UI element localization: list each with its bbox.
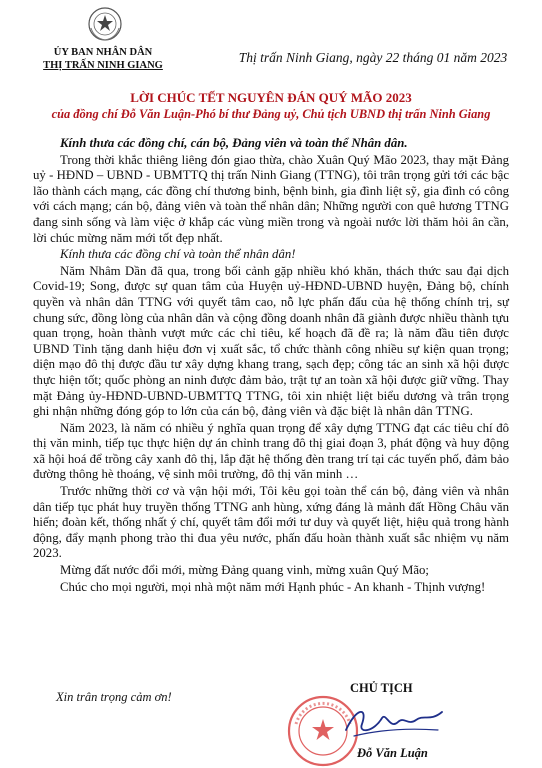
handwritten-signature-icon [338,700,448,742]
greeting-paragraph: Kính thưa các đồng chí, cán bộ, Đảng viên và toàn thể Nhân dân. [60,136,408,150]
greeting-paragraph-2: Kính thưa các đồng chí và toàn thể nhân dân! [60,247,296,262]
place-date-line: Thị trấn Ninh Giang, ngày 22 tháng 01 năm 2023 [238,50,508,65]
closing-line: Xin trân trọng cảm ơn! [56,690,172,704]
body-paragraph-3: Năm 2023, là năm có nhiều ý nghĩa quan trọng để xây dựng TTNG đạt các tiêu chí đô thị văn minh, tiếp tục thực hiện dự án chỉnh trang đô thị giai đoạn 3, phát động và huy động xã hội hoá để trồng cây xanh đô thị, lắp đặt hệ thống đèn trang trí tại các tuyến phố, đảm bảo đường thông hè thoáng, vệ sinh môi trường, đô thị văn minh … [33,420,509,482]
national-emblem-icon [86,6,124,42]
letter-title: LỜI CHÚC TẾT NGUYÊN ĐÁN QUÝ MÃO 2023 [130,90,412,105]
letter-body [33,136,509,596]
signatory-title: CHỦ TỊCH [350,681,413,695]
signatory-name: Đỗ Văn Luận [357,746,428,760]
issuing-organization [32,46,174,72]
wish-line-2: Chúc cho mọi người, mọi nhà một năm mới Hạnh phúc - An khanh - Thịnh vượng! [60,579,486,594]
body-paragraph-2: Năm Nhâm Dần đã qua, trong bối cảnh gặp nhiều khó khăn, thách thức sau đại dịch Covid-19; Song, được sự quan tâm của Huyện uỷ-HĐND-UBND huyện, Đảng bộ, chính quyền và nhân dân TTNG với quyết tâm cao, nỗ lực phấn đấu của hệ thống chính trị, sự chung sức, đồng lòng của nhân dân và cộng đồng doanh nhân đã giành được nhiều thành tựu quan trọng, hoàn thành vượt mức các chỉ tiêu, kế hoạch đã đề ra; là năm đầu tiên được UBND Tỉnh tặng danh hiệu đơn vị xuất sắc, tổ chức thành công nhiều sự kiện quan trọng; diện mạo đô thị được đầu tư xây dựng khang trang, sạch đẹp; công tác an sinh xã hội được thực hiện tốt; quốc phòng an ninh được đảm bảo, trật tự an toàn xã hội được giữ vững. Thay mặt Đảng ủy-HĐND-UBND-UBMTTQ TTNG, tôi xin nhiệt liệt biểu dương và trân trọng ghi nhận những đóng góp to lớn của cán bộ, đảng viên và đặc biệt là nhân dân TTNG. [33,263,509,419]
org-name-line2: THỊ TRẤN NINH GIANG [43,60,163,71]
wish-line-1: Mừng đất nước đổi mới, mừng Đảng quang vinh, mừng xuân Quý Mão; [60,563,429,578]
body-paragraph-4: Trước những thời cơ và vận hội mới, Tôi kêu gọi toàn thể cán bộ, đảng viên và nhân dân tiếp tục phát huy truyền thống TTNG anh hùng, xứng đáng là mảnh đất Hồng Châu văn hiến; đoàn kết, thống nhất ý chí, quyết tâm đổi mới tư duy và quyết liệt, hiệu quả trong hành động, đẩy mạnh phong trào thi đua yêu nước, phấn đấu hoàn thành xuất sắc nhiệm vụ năm 2023. [33,484,509,561]
letter-subtitle: của đồng chí Đỗ Văn Luận-Phó bí thư Đảng uỷ, Chủ tịch UBND thị trấn Ninh Giang [51,107,491,121]
org-name-line1: ỦY BAN NHÂN DÂN [53,47,153,58]
body-paragraph-1: Trong thời khắc thiêng liêng đón giao thừa, chào Xuân Quý Mão 2023, thay mặt Đảng uỷ - HĐND – UBND - UBMTTQ thị trấn Ninh Giang (TTNG), tôi trân trọng gửi tới các bậc lão thành cách mạng, các đồng chí thương binh, bệnh binh, gia đình liệt sỹ, gia đình có công với cách mạng; cán bộ, đảng viên và toàn thể nhân dân; Những người con quê hương TTNG đang sinh sống và làm việc ở khắp các vùng miền trong và ngoài nước lời thăm hỏi ân cần, lời chúc mừng năm mới tốt đẹp nhất. [33,152,509,245]
